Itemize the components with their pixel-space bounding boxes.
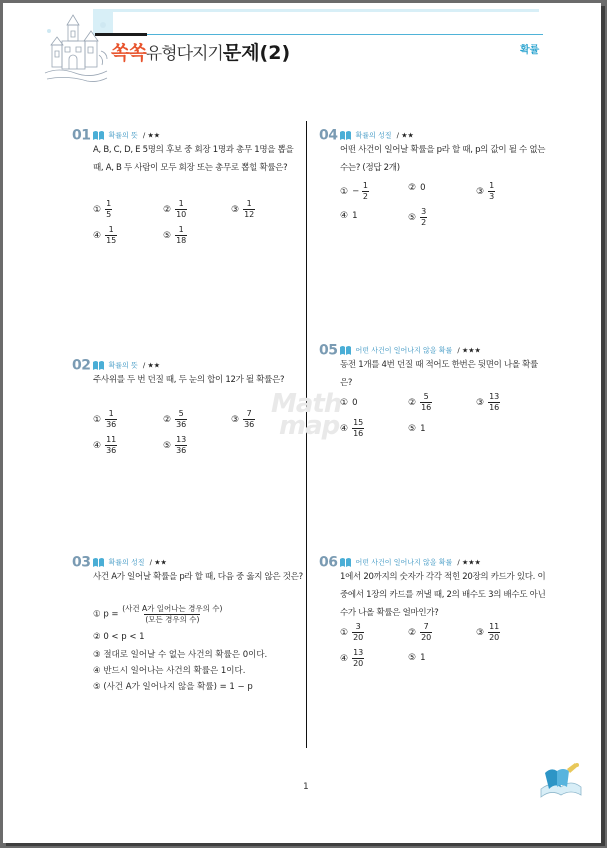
subject-label: 확률 <box>520 45 540 56</box>
question-header <box>72 125 160 144</box>
book-illustration-icon <box>537 759 583 801</box>
watermark-line1: Math <box>271 389 342 419</box>
question-tag: 확률의 성질 <box>355 131 392 140</box>
question-level: / ★★ <box>149 558 167 567</box>
option-4[interactable]: ④ 1 <box>340 211 358 221</box>
option-2[interactable]: ② $\frac{5}{36}$ <box>163 409 187 429</box>
question-tag: 확률의 성질 <box>108 558 145 567</box>
option-2[interactable]: ② $\frac{1}{10}$ <box>163 199 187 219</box>
title-part2: 유형다지기 <box>145 44 223 64</box>
question-text: 주사위를 두 번 던질 때, 두 눈의 합이 12가 될 확률은? <box>93 375 285 385</box>
option-3[interactable]: ③ $\frac{11}{20}$ <box>476 622 500 642</box>
question-header <box>319 125 414 144</box>
question-tag: 확률의 뜻 <box>108 131 138 140</box>
castle-illustration-icon <box>43 11 109 85</box>
option-1[interactable]: ① $\frac{3}{20}$ <box>340 622 364 642</box>
question-number: 05 <box>319 342 338 359</box>
question-tag: 어떤 사건이 일어나지 않을 확률 <box>355 558 453 567</box>
header-band-inner <box>113 12 539 34</box>
question-text: 사건 A가 일어날 확률을 p라 할 때, 다음 중 옳지 않은 것은? <box>93 572 303 582</box>
question-text: A, B, C, D, E 5명의 후보 중 회장 1명과 총무 1명을 뽑을 때, A, B 두 사람이 모두 회장 또는 총무로 뽑힐 확률은? <box>93 145 294 173</box>
option-2[interactable]: ② $\frac{5}{16}$ <box>408 392 432 412</box>
question-text: 어떤 사건이 일어날 확률을 p라 할 때, p의 값이 될 수 없는 수는? (정답 2개) <box>340 145 546 173</box>
watermark <box>271 389 342 441</box>
question-number: 03 <box>72 554 91 571</box>
question-header <box>319 340 481 359</box>
option-5[interactable]: ⑤ 1 <box>408 424 426 434</box>
page <box>3 3 601 843</box>
page-number: 1 <box>303 782 309 792</box>
option-5[interactable]: ⑤ $\frac{1}{18}$ <box>163 225 187 245</box>
page-shadow-right <box>601 6 605 844</box>
option-5[interactable]: ⑤ $\frac{13}{36}$ <box>163 435 187 455</box>
option-4[interactable]: ④ $\frac{11}{36}$ <box>93 435 117 455</box>
option-1[interactable]: ① − $\frac{1}{2}$ <box>340 181 368 201</box>
tag-icon <box>92 557 105 568</box>
watermark-line2: map <box>279 411 340 441</box>
question-tag: 어떤 사건이 일어나지 않을 확률 <box>355 346 453 355</box>
option-4[interactable]: ④ $\frac{1}{15}$ <box>93 225 117 245</box>
option-1[interactable]: ① 0 <box>340 398 358 408</box>
option-1[interactable]: ① $\frac{1}{36}$ <box>93 409 117 429</box>
option-2[interactable]: ② 0 <box>408 183 426 193</box>
option-2[interactable]: ② 0 < p < 1 <box>93 632 145 642</box>
question-tag: 확률의 뜻 <box>108 361 138 370</box>
option-3[interactable]: ③ $\frac{13}{16}$ <box>476 392 500 412</box>
option-5[interactable]: ⑤ (사건 A가 일어나지 않을 확률) = 1 − p <box>93 682 253 692</box>
option-3[interactable]: ③ $\frac{1}{12}$ <box>231 199 255 219</box>
question-number: 02 <box>72 357 91 374</box>
question-text: 1에서 20까지의 숫자가 각각 적힌 20장의 카드가 있다. 이 중에서 1장의 카드를 꺼낼 때, 2의 배수도 3의 배수도 아닌 수가 나올 확률은 얼마인가? <box>340 572 546 618</box>
question-text: 동전 1개를 4번 던질 때 적어도 한번은 뒷면이 나올 확률은? <box>340 360 538 388</box>
tag-icon <box>339 345 352 356</box>
page-title <box>111 41 290 66</box>
question-level: / ★★ <box>142 131 160 140</box>
option-1[interactable]: ① p = $\frac{\text{(사건 A가 일어나는 경우의 수)}}{\text{(모든 경우의 수)}}$ <box>93 604 223 624</box>
option-5[interactable]: ⑤ $\frac{3}{2}$ <box>408 207 427 227</box>
page-shadow-bottom <box>6 843 605 846</box>
question-level: / ★★★ <box>457 558 481 567</box>
question-number: 01 <box>72 127 91 144</box>
question-header <box>72 355 160 374</box>
question-level: / ★★ <box>142 361 160 370</box>
title-part3: 문제(2) <box>222 42 291 64</box>
tag-icon <box>339 557 352 568</box>
option-4[interactable]: ④ $\frac{15}{16}$ <box>340 418 364 438</box>
title-part1: 쏙쏙 <box>111 42 146 64</box>
question-number: 04 <box>319 127 338 144</box>
option-4[interactable]: ④ 반드시 일어나는 사건의 확률은 1이다. <box>93 666 246 676</box>
option-1[interactable]: ① $\frac{1}{5}$ <box>93 199 112 219</box>
option-3[interactable]: ③ 절대로 일어날 수 없는 사건의 확률은 0이다. <box>93 650 268 660</box>
option-3[interactable]: ③ $\frac{7}{36}$ <box>231 409 255 429</box>
tag-icon <box>92 360 105 371</box>
question-level: / ★★ <box>396 131 414 140</box>
question-number: 06 <box>319 554 338 571</box>
option-5[interactable]: ⑤ 1 <box>408 653 426 663</box>
option-4[interactable]: ④ $\frac{13}{20}$ <box>340 648 364 668</box>
question-header <box>72 552 167 571</box>
option-3[interactable]: ③ $\frac{1}{3}$ <box>476 181 495 201</box>
tag-icon <box>92 130 105 141</box>
question-header <box>319 552 481 571</box>
header-line <box>147 34 543 35</box>
tag-icon <box>339 130 352 141</box>
question-level: / ★★★ <box>457 346 481 355</box>
option-2[interactable]: ② $\frac{7}{20}$ <box>408 622 432 642</box>
